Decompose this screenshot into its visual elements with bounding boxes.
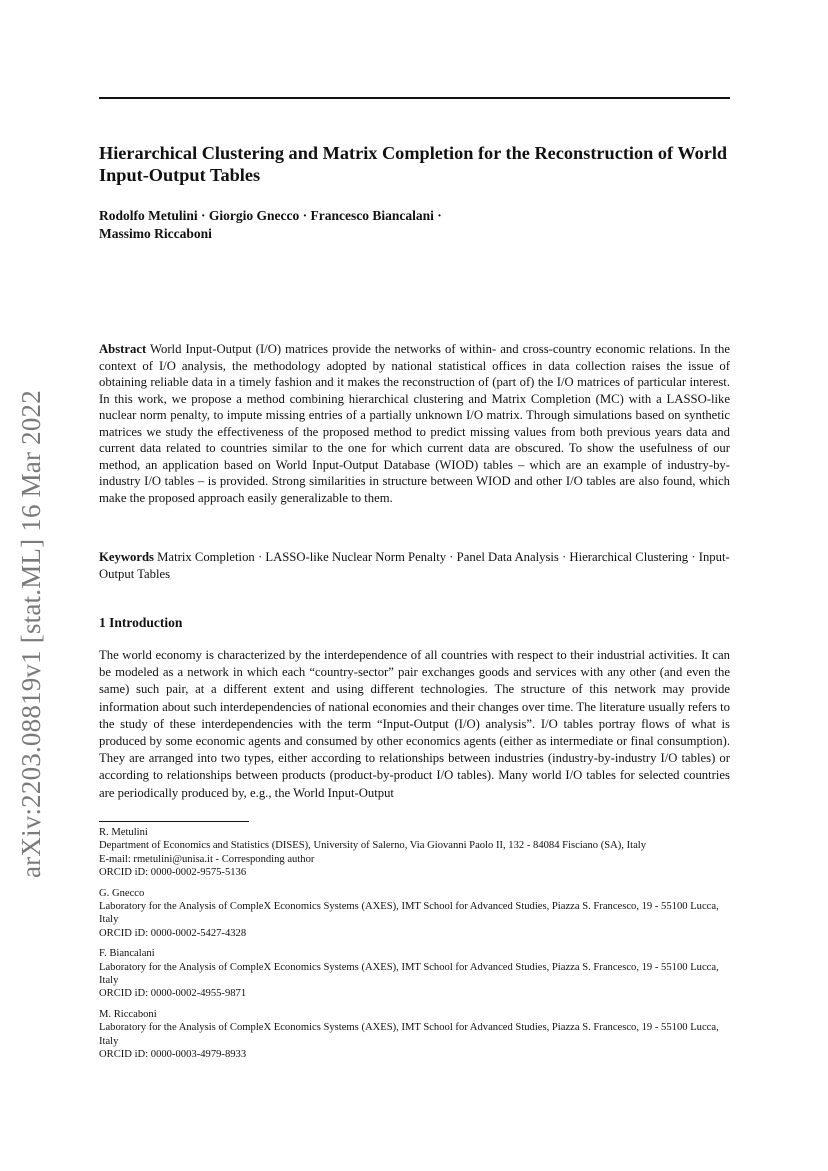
- section-heading: 1 Introduction: [99, 615, 183, 630]
- footnote-author: [99, 947, 730, 1001]
- footnote-name: F. Biancalani: [99, 948, 155, 960]
- keywords-text: Matrix Completion · LASSO-like Nuclear Norm Penalty · Panel Data Analysis · Hierarchical Clustering · Input-Output Tables: [99, 550, 730, 581]
- footnote-name: G. Gnecco: [99, 887, 145, 899]
- arxiv-identifier: arXiv:2203.08819v1 [stat.ML] 16 Mar 2022: [16, 390, 46, 878]
- footnote-orcid: ORCID iD: 0000-0002-4955-9871: [99, 988, 247, 1000]
- footnote-email: E-mail: rmetulini@unisa.it - Corresponding author: [99, 853, 315, 865]
- top-rule: [99, 97, 730, 99]
- footnote-author: [99, 1008, 730, 1062]
- keywords-label: Keywords: [99, 550, 154, 564]
- footnote-orcid: ORCID iD: 0000-0002-5427-4328: [99, 927, 247, 939]
- footnote-orcid: ORCID iD: 0000-0002-9575-5136: [99, 867, 247, 879]
- author-footnotes: [99, 826, 730, 1069]
- footnote-affiliation: Laboratory for the Analysis of CompleX Economics Systems (AXES), IMT School for Advanced Studies, Piazza S. Francesco, 19 - 55100 Lucca, Italy: [99, 901, 719, 926]
- footnote-affiliation: Laboratory for the Analysis of CompleX Economics Systems (AXES), IMT School for Advanced Studies, Piazza S. Francesco, 19 - 55100 Lucca, Italy: [99, 1022, 719, 1047]
- author-list: Rodolfo Metulini · Giorgio Gnecco · Francesco Biancalani · Massimo Riccaboni: [99, 208, 442, 241]
- abstract-label: Abstract: [99, 342, 147, 356]
- footnote-affiliation: Department of Economics and Statistics (DISES), University of Salerno, Via Giovanni Paolo II, 132 - 84084 Fisciano (SA), Italy: [99, 840, 647, 852]
- abstract: [99, 341, 730, 506]
- footnote-orcid: ORCID iD: 0000-0003-4979-8933: [99, 1049, 247, 1061]
- footnote-author: [99, 887, 730, 941]
- footnote-rule: [99, 821, 249, 822]
- introduction-paragraph: The world economy is characterized by the interdependence of all countries with respect to their industrial activities. It can be modeled as a network in which each “country-sector” pair exchanges goods and services with any other (and even the same) such pair, at a different extent and using different technologies. The structure of this network may provide information about such interdependencies of national economies and their changes over time. The literature usually refers to the study of these interdependencies with the term “Input-Output (I/O) analysis”. I/O tables portray flows of what is produced by some economic agents and consumed by other economics agents (either as intermediate or final consumption). They are arranged into two types, either according to relationships between industries (industry-by-industry I/O tables) or according to relationships between products (product-by-product I/O tables). Many world I/O tables for selected countries are periodically produced by, e.g., the World Input-Output: [99, 648, 730, 800]
- footnote-name: R. Metulini: [99, 827, 148, 838]
- footnote-name: M. Riccaboni: [99, 1008, 157, 1020]
- keywords: [99, 549, 730, 582]
- abstract-text: World Input-Output (I/O) matrices provide the networks of within- and cross-country economic relations. In the context of I/O analysis, the methodology adopted by national statistical offices in data collection raises the issue of obtaining reliable data in a timely fashion and it makes the reconstruction of (part of) the I/O matrices of particular interest. In this work, we propose a method combining hierarchical clustering and Matrix Completion (MC) with a LASSO-like nuclear norm penalty, to impute missing entries of a partially unknown I/O matrix. Through simulations based on synthetic matrices we study the effectiveness of the proposed method to predict missing values from both previous years data and current data related to countries similar to the one for which current data are obscured. To show the usefulness of our method, an application based on World Input-Output Database (WIOD) tables – which are an example of industry-by-industry I/O tables – is provided. Strong similarities in structure between WIOD and other I/O tables are also found, which make the proposed approach easily generalizable to them.: [99, 342, 731, 505]
- footnote-affiliation: Laboratory for the Analysis of CompleX Economics Systems (AXES), IMT School for Advanced Studies, Piazza S. Francesco, 19 - 55100 Lucca, Italy: [99, 961, 719, 987]
- footnote-author: [99, 826, 730, 880]
- paper-title: Hierarchical Clustering and Matrix Completion for the Reconstruction of World Input-Output Tables: [99, 143, 728, 185]
